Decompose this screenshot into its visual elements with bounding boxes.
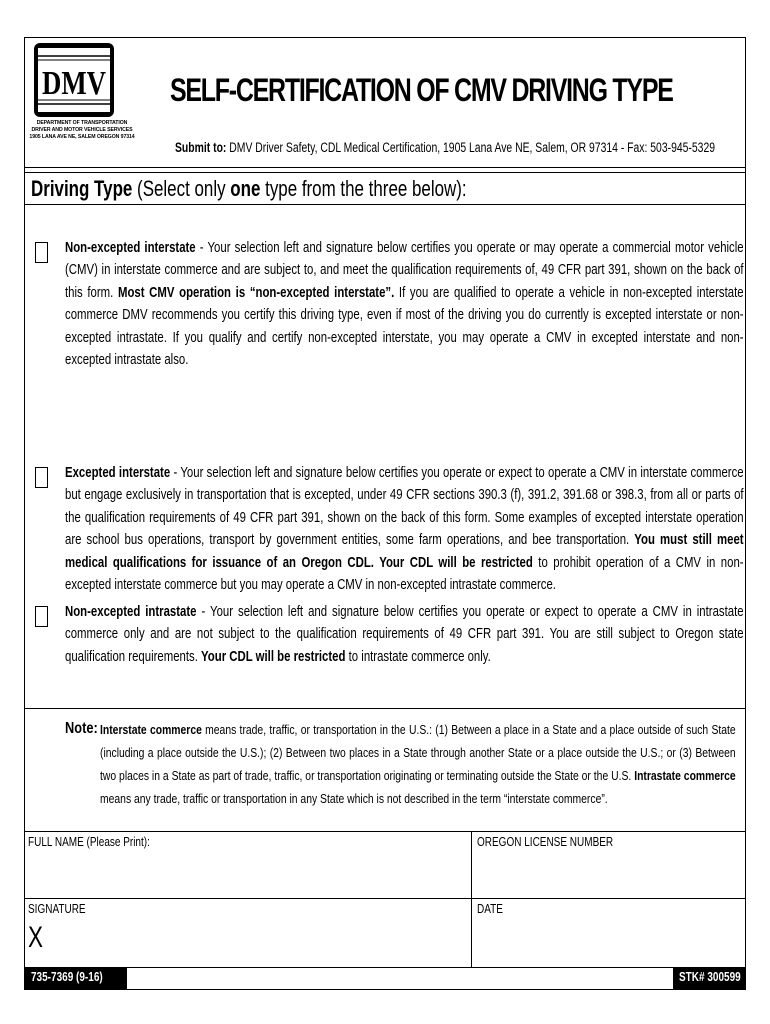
note-body (100, 718, 735, 810)
option-excepted-interstate (65, 462, 744, 596)
submit-info: Submit to: DMV Driver Safety, CDL Medical Certification, 1905 Lana Ave NE, Salem, OR 97314 - Fax: 503-945-5329 (175, 140, 716, 155)
dmv-logo (33, 42, 115, 118)
non-excepted-interstate-checkbox[interactable] (35, 242, 48, 263)
form-title: SELF-CERTIFICATION OF CMV DRIVING TYPE (170, 72, 673, 108)
field-divider (471, 831, 472, 967)
self-certification-form (24, 37, 746, 990)
logo-caption: DEPARTMENT OF TRANSPORTATION DRIVER AND MOTOR VEHICLE SERVICES 1905 LANA AVE NE, SALEM OREGON 97314 (29, 120, 135, 141)
excepted-interstate-checkbox[interactable] (35, 467, 48, 488)
signature-mark: X (28, 921, 44, 954)
divider (25, 204, 745, 205)
divider (25, 831, 745, 832)
option-text: Non-excepted interstate - Your selection left and signature below certifies you operate or may operate a commercial motor vehicle (CMV) in interstate commerce and are subject to, and meet the qualification requirements of, 49 CFR part 391, shown on the back of this form. Most CMV operation is “non-excepted interstate”. If you are qualified to operate a vehicle in non-excepted interstate commerce DMV recommends you certify this driving type, even if most of the driving you do currently is excepted interstate or non-excepted intrastate. If you qualify and certify non-excepted interstate, you may operate a CMV in excepted interstate and non-excepted intrastate also. (65, 240, 744, 369)
divider (25, 898, 745, 899)
signature-label: SIGNATURE (28, 902, 86, 916)
divider (25, 172, 745, 173)
non-excepted-intrastate-checkbox[interactable] (35, 606, 48, 627)
date-label: DATE (477, 902, 503, 916)
divider (25, 967, 745, 968)
driving-type-heading: Driving Type (Select only one type from the three below): (31, 176, 467, 201)
license-number-label: OREGON LICENSE NUMBER (477, 835, 614, 849)
option-text: Excepted interstate - Your selection left and signature below certifies you operate or expect to operate a CMV in interstate commerce but engage exclusively in transportation that is excepted, under 49 CFR sections 390.3 (f), 391.2, 391.68 or 398.3, from all or parts of the qualification requirements of 49 CFR part 391, shown on the back of this form. Some examples of excepted interstate operation are school bus operations, transport by government entities, some farm operations, and bee transportation. You must still meet medical qualifications for issuance of an Oregon CDL. Your CDL will be restricted to prohibit operation of a CMV in non-excepted interstate commerce but you may operate a CMV in non-excepted intrastate commerce. (65, 465, 744, 594)
option-non-excepted-interstate (65, 237, 744, 371)
note-label: Note: (65, 720, 98, 737)
option-text: Non-excepted intrastate - Your selection left and signature below certifies you operate or expect to operate a CMV in intrastate commerce only and are not subject to the qualification requirements of 49 CFR part 391. You are still subject to Oregon state qualification requirements. Your CDL will be restricted to intrastate commerce only. (65, 604, 744, 665)
divider (25, 708, 745, 709)
stock-code-badge: STK# 300599 (673, 967, 745, 989)
divider (25, 167, 745, 168)
logo-text: DMV (42, 65, 107, 102)
note-text: Interstate commerce means trade, traffic, or transportation in the U.S.: (1) Between a place in a State and a place outside of such State (including a place outside the U.S.); (2) Between two places in a State through another State or a place outside the U.S.; or (3) Between two places in a State as part of trade, traffic, or transportation originating or terminating outside the State or the U.S. Intrastate commerce means any trade, traffic or transportation in any State which is not described in the term “interstate commerce”. (100, 722, 736, 806)
option-non-excepted-intrastate (65, 601, 744, 668)
form-code-badge: 735-7369 (9-16) (25, 967, 127, 989)
full-name-label: FULL NAME (Please Print): (28, 835, 150, 849)
